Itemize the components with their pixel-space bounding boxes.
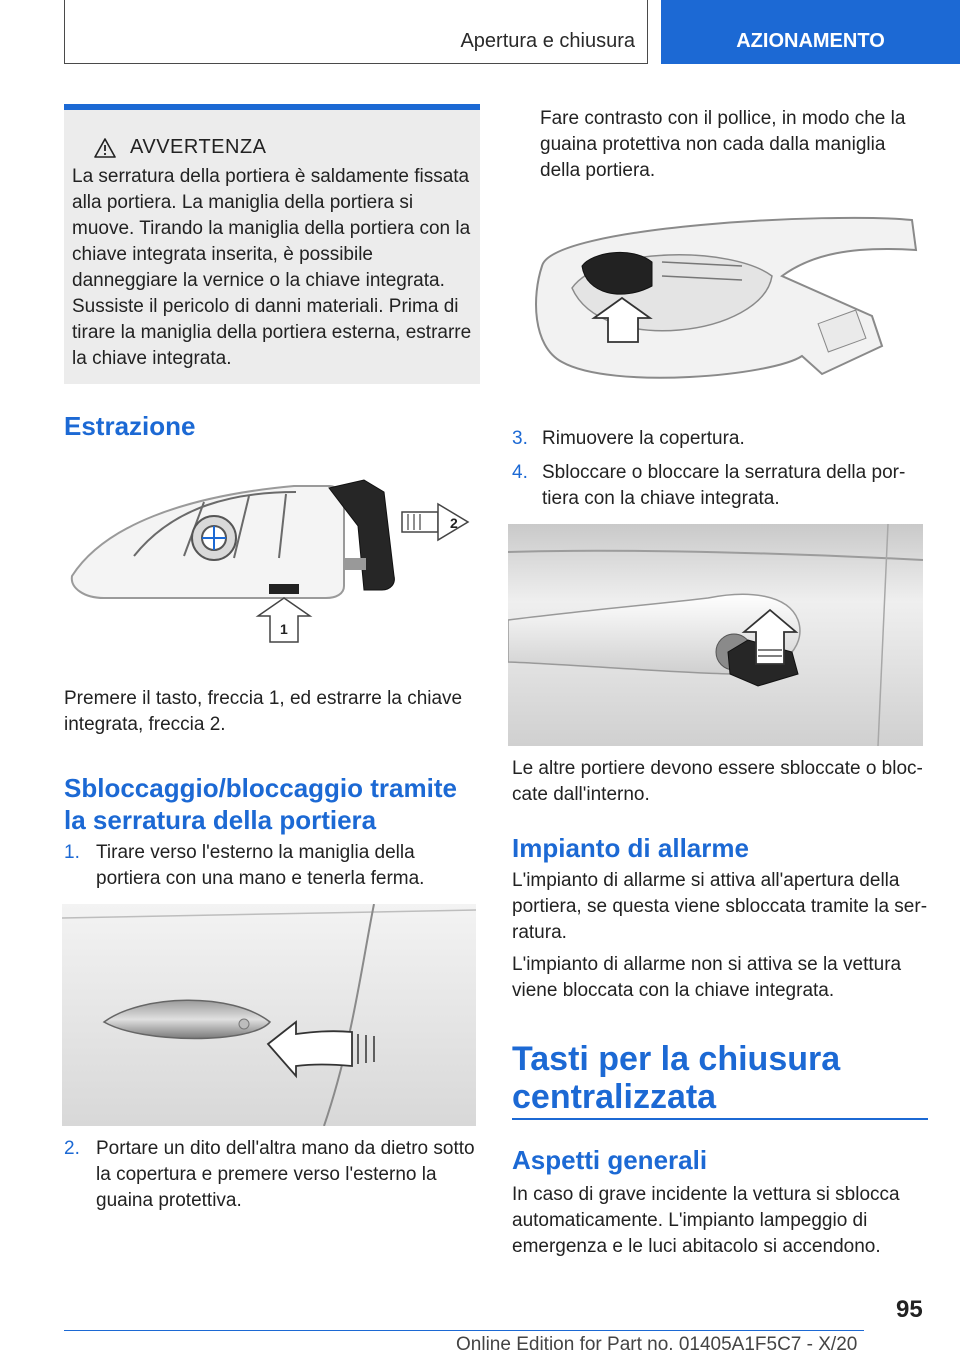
header-chapter-tab[interactable]: AZIONAMENTO	[661, 0, 960, 64]
warning-triangle-icon	[94, 138, 116, 158]
after-text: Le altre portiere devono essere sbloccate o bloccate dall'interno.	[512, 758, 923, 805]
header-section-title: Apertura e chiusura	[460, 30, 635, 52]
estrazione-text: Premere il tasto, freccia 1, ed estrarre la chiave integrata, freccia 2.	[64, 688, 463, 735]
allarme-text-2: L'impianto di allarme non si attiva se la vettura viene bloccata con la chiave integrata.	[512, 954, 902, 1001]
step-text: Rimuovere la copertura.	[542, 428, 745, 449]
intro-text: Fare contrasto con il pollice, in modo che la guaina protettiva non cada dalla maniglia della portiera.	[540, 108, 906, 181]
key-fob-illustration	[64, 466, 480, 656]
heading-aspetti-generali: Aspetti generali	[512, 1145, 708, 1175]
header-box	[64, 0, 648, 64]
step-text: Portare un dito dell'altra mano da dietro sotto la copertura e premere verso l'esterno la guaina protettiva.	[96, 1138, 475, 1211]
heading-estrazione: Estrazione	[64, 411, 196, 441]
figure-handle-cover	[512, 206, 928, 402]
step-number: 1.	[64, 842, 80, 863]
heading-impianto-allarme: Impianto di allarme	[512, 833, 749, 863]
figure-key-extraction	[64, 466, 480, 656]
heading-rule	[512, 1118, 928, 1120]
aspetti-text: In caso di grave incidente la vettura si sblocca automaticamente. L'impianto lampeggio di emergenza e le luci abitacolo si accendono.	[512, 1184, 900, 1257]
step-number: 4.	[512, 462, 528, 483]
arrow-2-label: 2	[450, 515, 458, 531]
key-in-lock-illustration	[508, 524, 923, 746]
warning-header	[94, 136, 267, 159]
heading-sbloccaggio: Sbloccaggio/bloccaggio tramite la serratura della portiera	[64, 773, 457, 835]
footer-rule	[64, 1330, 864, 1331]
handle-cover-illustration	[512, 206, 928, 402]
step-number: 2.	[64, 1138, 80, 1159]
warning-title: AVVERTENZA	[130, 136, 267, 158]
warning-box	[64, 104, 480, 384]
step-number: 3.	[512, 428, 528, 449]
warning-text: La serratura della portiera è saldamente fissata alla portiera. La maniglia della portiera si muove. Tirando la maniglia della portiera con la chiave integrata inserita, è possibile danneggiare la vernice o la chiave integrata. Sussiste il pericolo di danni materiali. Prima di tirare la maniglia della portiera esterna, estrarre la chiave integrata.	[72, 166, 472, 369]
step-text: Tirare verso l'esterno la maniglia della portiera con una mano e tenerla ferma.	[96, 842, 425, 889]
figure-door-handle	[62, 904, 476, 1126]
figure-key-in-lock	[508, 524, 923, 746]
arrow-2-icon	[402, 504, 468, 540]
allarme-text-1: L'impianto di allarme si attiva all'apertura della portiera, se questa viene sbloccata tramite la serratura.	[512, 870, 928, 943]
step-text: Sbloccare o bloccare la serratura della portiera con la chiave integrata.	[542, 462, 906, 509]
arrow-1-label: 1	[280, 621, 288, 637]
footer-edition: Online Edition for Part no. 01405A1F5C7 - X/20	[456, 1334, 858, 1355]
door-handle-illustration	[62, 904, 476, 1126]
heading-tasti-chiusura: Tasti per la chiusura centralizzata	[512, 1040, 841, 1116]
page-number: 95	[896, 1296, 923, 1323]
